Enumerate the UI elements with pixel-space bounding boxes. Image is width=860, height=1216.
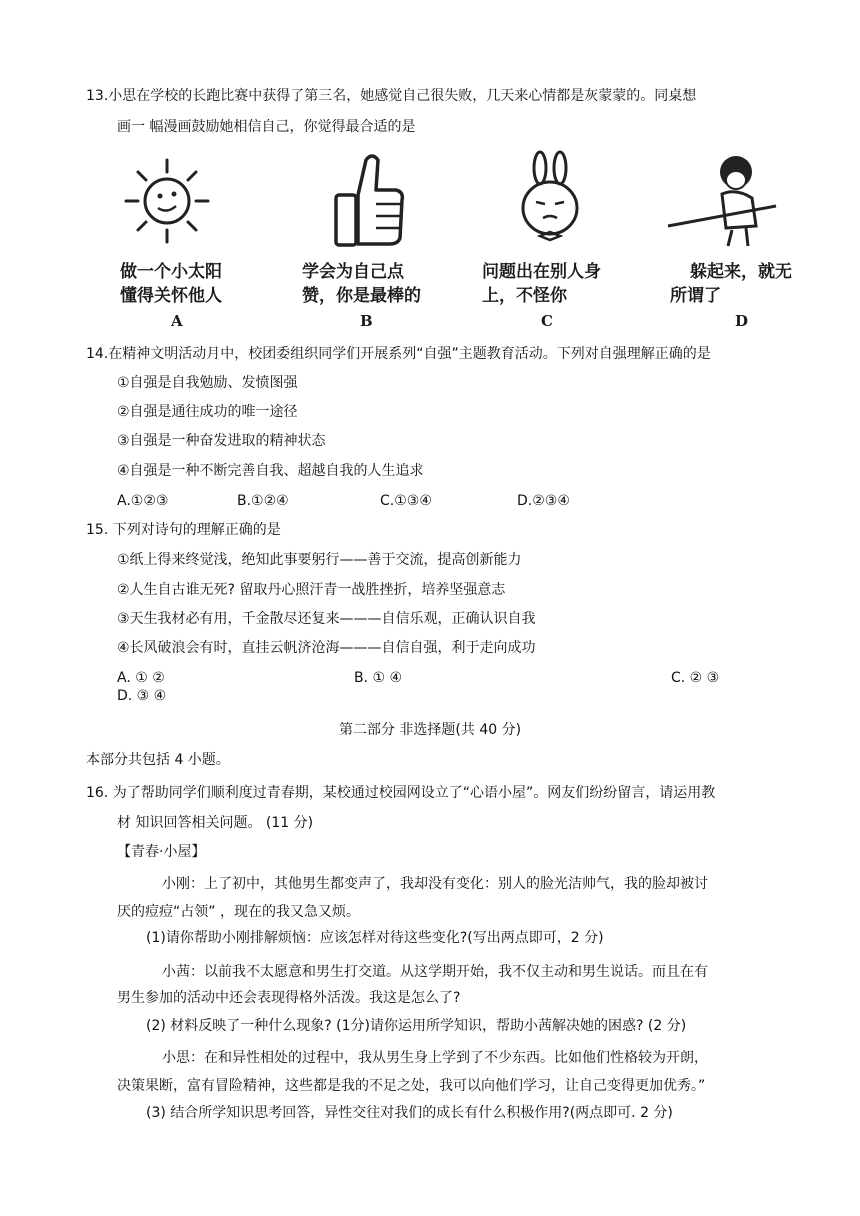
cartoon-b-caption-line2: 赞，你是最棒的: [302, 286, 421, 306]
cartoon-a-letter: A: [171, 312, 183, 330]
q14-item-3: ③自强是一种奋发进取的精神状态: [117, 433, 326, 449]
q16-xiaogang-line2: 厌的痘痘“占领” ，现在的我又急又烦。: [117, 904, 360, 920]
q14-stem: 14.在精神文明活动月中，校团委组织同学们开展系列“自强”主题教育活动。下列对自强理解正确的是: [86, 346, 711, 362]
q16-stem-line1: 16. 为了帮助同学们顺利度过青春期，某校通过校园网设立了“心语小屋”。网友们纷纷留言，请运用教: [86, 785, 716, 801]
q14-option-a: A.①②③: [117, 493, 169, 509]
q13-stem-line2: 画一 幅漫画鼓励她相信自己，你觉得最合适的是: [117, 119, 416, 135]
thumbs-up-icon: [328, 150, 408, 250]
q16-xiaogang-line1: 小刚：上了初中，其他男生都变声了，我却没有变化：别人的脸光洁帅气，我的脸却被讨: [162, 876, 708, 892]
q16-subquestion-1: (1)请你帮助小刚排解烦恼：应该怎样对待这些变化?(写出两点即可，2 分): [146, 930, 604, 946]
q15-option-a: A. ① ②: [117, 670, 165, 686]
cartoon-b-letter: B: [360, 312, 373, 330]
cartoon-d-caption-line2: 所谓了: [670, 286, 721, 306]
q15-item-1: ①纸上得来终觉浅，绝知此事要躬行——善于交流，提高创新能力: [117, 552, 522, 568]
q15-option-b: B. ① ④: [354, 670, 403, 686]
part2-note: 本部分共包括 4 小题。: [86, 752, 230, 768]
q14-item-4: ④自强是一种不断完善自我、超越自我的人生追求: [117, 463, 424, 479]
rabbit-icon: [510, 150, 590, 250]
q15-item-4: ④长风破浪会有时，直挂云帆济沧海———自信自强，利于走向成功: [117, 640, 536, 656]
cartoon-c-caption-line1: 问题出在别人身: [482, 262, 601, 282]
cartoon-c-caption-line2: 上，不怪你: [482, 286, 567, 306]
part2-title: 第二部分 非选择题(共 40 分): [338, 722, 522, 738]
q16-xiaosi-line1: 小思：在和异性相处的过程中，我从男生身上学到了不少东西。比如他们性格较为开朗，: [162, 1050, 708, 1066]
cartoon-b-caption-line1: 学会为自己点: [302, 262, 404, 282]
cartoon-a-caption-line1: 做一个小太阳: [120, 262, 222, 282]
q14-option-b: B.①②④: [237, 493, 289, 509]
q14-item-1: ①自强是自我勉励、发愤图强: [117, 375, 298, 391]
sun-icon: [122, 156, 212, 246]
q16-xiaoqian-line2: 男生参加的活动中还会表现得格外活泼。我这是怎么了?: [117, 990, 461, 1006]
q14-option-d: D.②③④: [517, 493, 570, 509]
cartoon-d-letter: D: [735, 312, 749, 330]
q16-heading: 【青春·小屋】: [117, 844, 206, 860]
cartoon-d-caption-line1: 躲起来，就无: [690, 262, 792, 282]
q16-stem-line2: 材 知识回答相关问题。 (11 分): [117, 815, 314, 831]
q16-xiaosi-line2: 决策果断，富有冒险精神，这些都是我的不足之处，我可以向他们学习，让自己变得更加优秀。”: [117, 1078, 706, 1094]
hiding-person-icon: [666, 150, 778, 250]
q16-xiaoqian-line1: 小茜：以前我不太愿意和男生打交道。从这学期开始，我不仅主动和男生说话。而且在有: [162, 964, 708, 980]
q14-item-2: ②自强是通往成功的唯一途径: [117, 404, 298, 420]
q16-subquestion-3: (3) 结合所学知识思考回答，异性交往对我们的成长有什么积极作用?(两点即可. 2 分): [146, 1105, 673, 1121]
q15-stem: 15. 下列对诗句的理解正确的是: [86, 522, 281, 538]
cartoon-a-caption-line2: 懂得关怀他人: [120, 286, 222, 306]
q15-option-c: C. ② ③: [671, 670, 720, 686]
q15-option-d: D. ③ ④: [117, 688, 167, 704]
q13-stem-line1: 13.小思在学校的长跑比赛中获得了第三名，她感觉自己很失败，几天来心情都是灰蒙蒙的。同桌想: [86, 88, 697, 104]
q15-item-3: ③天生我材必有用，千金散尽还复来———自信乐观，正确认识自我: [117, 611, 536, 627]
q15-item-2: ②人生自古谁无死? 留取丹心照汗青一战胜挫折，培养坚强意志: [117, 582, 506, 598]
cartoon-c-letter: C: [541, 312, 553, 330]
q14-option-c: C.①③④: [380, 493, 432, 509]
q16-subquestion-2: (2) 材料反映了一种什么现象? (1分)请你运用所学知识，帮助小茜解决她的困惑? (2 分): [146, 1018, 687, 1034]
